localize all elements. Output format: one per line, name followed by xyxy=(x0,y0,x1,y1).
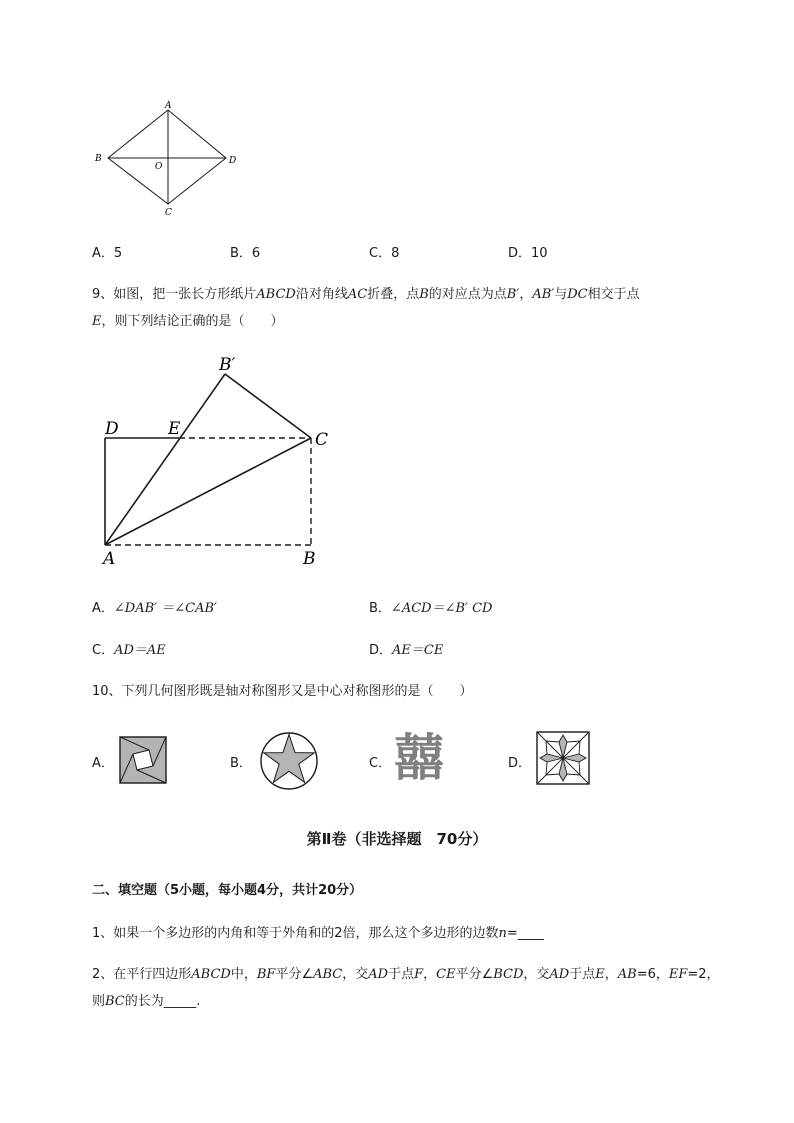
q9-option-b[interactable]: B．∠ACD＝∠B′ CD xyxy=(369,601,493,616)
fill-question-2-line2: 则BC的长为_____. xyxy=(92,994,201,1009)
label-bprime: B′ xyxy=(219,355,236,375)
q9-option-d[interactable]: D．AE＝CE xyxy=(369,643,444,658)
q9-option-a[interactable]: A．∠DAB′ ＝∠CAB′ xyxy=(92,601,217,616)
q9-stem-line2: E，则下列结论正确的是（ ） xyxy=(92,314,284,329)
q10-option-d-label[interactable]: D． xyxy=(508,756,532,771)
q10-option-a-label[interactable]: A． xyxy=(92,756,114,771)
label-b: B xyxy=(95,154,102,164)
q8-option-d[interactable]: D．10 xyxy=(508,246,548,261)
label-d: D xyxy=(229,156,237,166)
label-a: A xyxy=(103,549,116,569)
fill-question-2-line1: 2、在平行四边形ABCD中，BF平分∠ABC，交AD于点F，CE平分∠BCD，交AD于点E，AB=6，EF=2， xyxy=(92,967,720,982)
label-e: E xyxy=(168,419,181,439)
double-happiness-glyph[interactable]: 囍 xyxy=(394,729,444,787)
q9-option-c[interactable]: C．AD＝AE xyxy=(92,643,166,658)
q8-option-a[interactable]: A．5 xyxy=(92,246,123,261)
fill-question-1: 1、如果一个多边形的内角和等于外角和的2倍，那么这个多边形的边数n=____ xyxy=(92,926,544,941)
q10-option-b-label[interactable]: B． xyxy=(230,756,252,771)
pinwheel-square-icon[interactable] xyxy=(119,736,167,784)
label-c: C xyxy=(165,208,172,218)
folded-rectangle-figure xyxy=(95,352,345,572)
label-d: D xyxy=(105,419,119,439)
q10-option-c-label[interactable]: C． xyxy=(369,756,392,771)
label-b: B xyxy=(303,549,316,569)
section-title: 第Ⅱ卷（非选择题 70分） xyxy=(306,830,488,848)
star-pattern-square-icon[interactable] xyxy=(536,731,590,785)
q8-option-b[interactable]: B．6 xyxy=(230,246,261,261)
section-heading: 二、填空题（5小题，每小题4分，共计20分） xyxy=(92,883,363,898)
star-in-circle-icon[interactable] xyxy=(259,731,319,791)
label-c: C xyxy=(315,430,329,450)
q10-stem: 10、下列几何图形既是轴对称图形又是中心对称图形的是（ ） xyxy=(92,684,473,699)
rhombus-figure xyxy=(90,98,250,220)
label-a: A xyxy=(165,101,172,111)
q9-stem-line1: 9、如图，把一张长方形纸片ABCD沿对角线AC折叠，点B的对应点为点B′，AB′与DC相交于点 xyxy=(92,287,640,302)
label-o: O xyxy=(155,162,163,172)
q8-option-c[interactable]: C．8 xyxy=(369,246,400,261)
